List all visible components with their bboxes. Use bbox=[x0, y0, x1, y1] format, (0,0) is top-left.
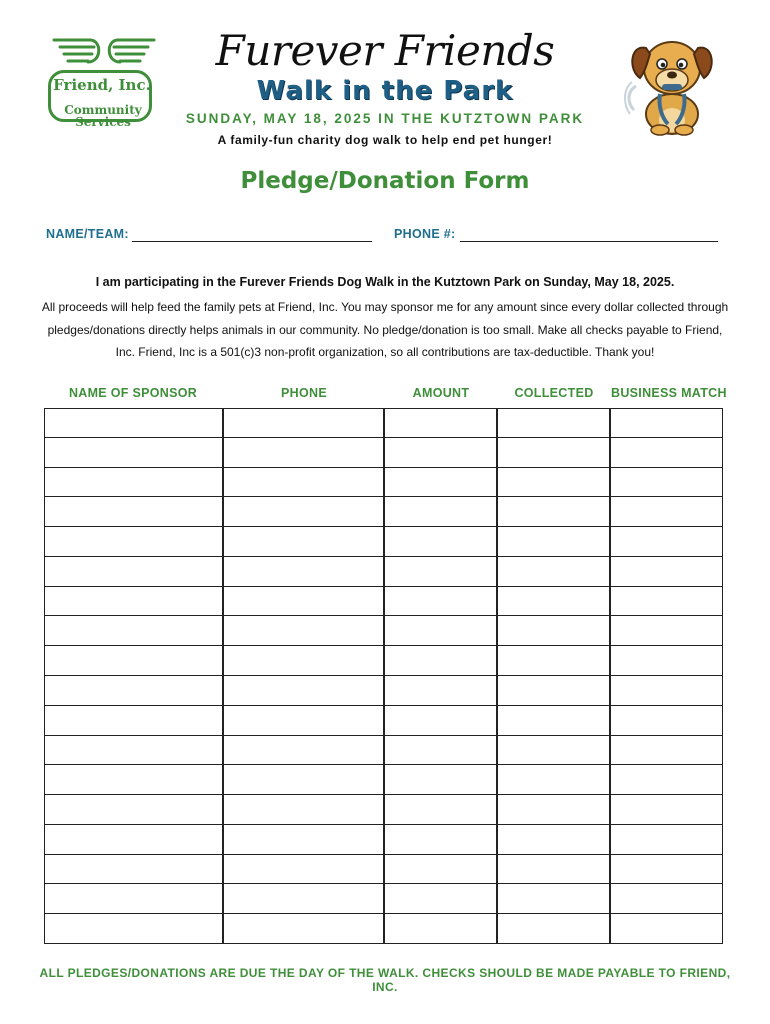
table-row[interactable] bbox=[44, 467, 723, 468]
column-divider bbox=[222, 408, 224, 944]
table-row[interactable] bbox=[44, 437, 723, 438]
table-row[interactable] bbox=[44, 824, 723, 825]
event-subtitle: Walk in the Park bbox=[256, 76, 514, 106]
dog-with-leash-icon bbox=[622, 26, 722, 136]
table-row[interactable] bbox=[44, 735, 723, 736]
table-row[interactable] bbox=[44, 615, 723, 616]
column-divider bbox=[609, 408, 611, 944]
participation-statement: I am participating in the Furever Friends Dog Walk in the Kutztown Park on Sunday, May 18, 2025. bbox=[95, 275, 675, 289]
event-script-title: Furever Friends bbox=[215, 26, 555, 75]
table-row[interactable] bbox=[44, 854, 723, 855]
table-row[interactable] bbox=[44, 675, 723, 676]
table-row[interactable] bbox=[44, 496, 723, 497]
phone-field[interactable] bbox=[460, 241, 718, 242]
table-row[interactable] bbox=[44, 556, 723, 557]
table-row[interactable] bbox=[44, 913, 723, 914]
table-row[interactable] bbox=[44, 526, 723, 527]
column-header-amount: AMOUNT bbox=[412, 386, 470, 400]
column-divider bbox=[383, 408, 385, 944]
column-header-collected: COLLECTED bbox=[514, 386, 594, 400]
form-title: Pledge/Donation Form bbox=[240, 168, 530, 194]
table-row[interactable] bbox=[44, 705, 723, 706]
hands-icon bbox=[50, 32, 158, 68]
footer-notice: ALL PLEDGES/DONATIONS ARE DUE THE DAY OF THE WALK. CHECKS SHOULD BE MADE PAYABLE TO FRIEND, INC. bbox=[39, 966, 731, 994]
logo-sub-line2: Services bbox=[75, 115, 131, 129]
name-team-label: NAME/TEAM: bbox=[46, 227, 129, 241]
column-header-phone: PHONE bbox=[281, 386, 327, 400]
table-row[interactable] bbox=[44, 645, 723, 646]
logo-name: Friend, Inc. bbox=[53, 76, 151, 94]
table-row[interactable] bbox=[44, 764, 723, 765]
logo-sub-line1: Community bbox=[64, 103, 142, 117]
logo-subtitle bbox=[44, 104, 162, 128]
column-header-business-match: BUSINESS MATCH bbox=[611, 386, 727, 400]
table-row[interactable] bbox=[44, 943, 723, 944]
friend-inc-logo bbox=[44, 30, 162, 134]
column-header-sponsor: NAME OF SPONSOR bbox=[68, 386, 198, 400]
proceeds-paragraph: All proceeds will help feed the family pets at Friend, Inc. You may sponsor me for any amount since every dollar collected through pledges/donations directly helps animals in our community. No pledge/donation is too small. Make all checks payable to Friend, Inc. Friend, Inc is a 501(c)3 non-profit organization, so all contributions are tax-deductible. Thank you! bbox=[41, 300, 729, 359]
event-tagline: A family-fun charity dog walk to help end pet hunger! bbox=[217, 133, 553, 147]
column-divider bbox=[496, 408, 498, 944]
table-row[interactable] bbox=[44, 586, 723, 587]
table-row[interactable] bbox=[44, 794, 723, 795]
phone-label: PHONE #: bbox=[394, 227, 456, 241]
table-row[interactable] bbox=[44, 883, 723, 884]
name-team-field[interactable] bbox=[132, 241, 372, 242]
event-date-line: SUNDAY, MAY 18, 2025 IN THE KUTZTOWN PARK bbox=[185, 111, 585, 126]
